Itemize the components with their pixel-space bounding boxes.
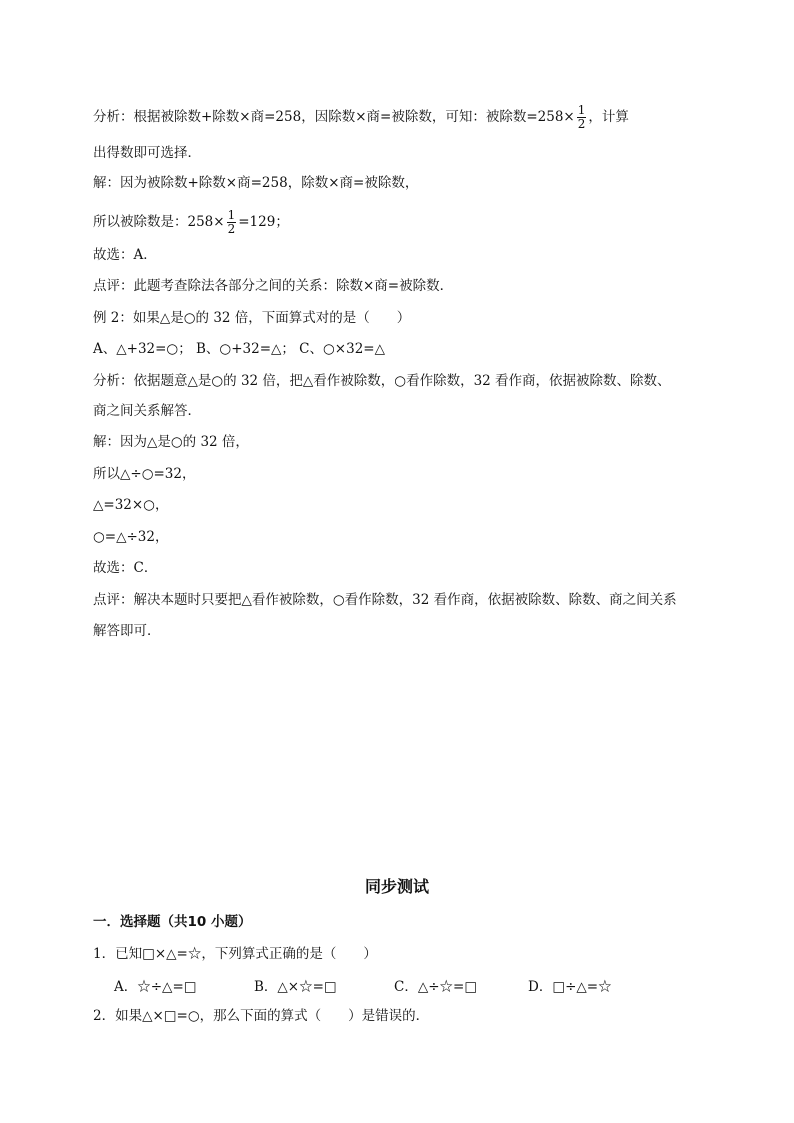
fraction-half (577, 104, 587, 131)
example2-solution-line2: 所以△÷○=32， (93, 466, 196, 482)
section-title: 同步测试 (364, 877, 429, 896)
example2-answer: 故选：C． (93, 560, 158, 576)
analysis1-line2: 出得数即可选择． (93, 145, 201, 161)
fraction-numerator: 1 (577, 103, 586, 117)
analysis1-text-end: ，计算 (588, 109, 629, 125)
example2-question: 例 2：如果△是○的 32 倍，下面算式对的是（ ） (93, 310, 411, 326)
option-d: D．□÷△=☆ (528, 979, 612, 995)
solution1-text: 所以被除数是：258× (93, 214, 225, 230)
example2-analysis-line2: 商之间关系解答． (93, 403, 201, 419)
example2-analysis-line1: 分析：依据题意△是○的 32 倍，把△看作被除数，○看作除数，32 看作商，依据被除数、除数、 (93, 373, 671, 389)
example2-solution-line4: ○=△÷32， (93, 529, 169, 545)
example2-solution-line3: △=32×○， (93, 497, 169, 513)
question-2: 2．如果△×□=○，那么下面的算式（ ）是错误的． (93, 1008, 430, 1024)
solution1-line1: 解：因为被除数+除数×商=258，除数×商=被除数， (93, 175, 419, 191)
fraction-half (227, 209, 237, 236)
solution1-comment: 点评：此题考查除法各部分之间的关系：除数×商=被除数． (93, 278, 454, 294)
example2-comment-line2: 解答即可． (93, 623, 161, 639)
example2-options: A、△+32=○； B、○+32=△； C、○×32=△ (93, 341, 385, 357)
example2-comment-line1: 点评：解决本题时只要把△看作被除数，○看作除数，32 看作商，依据被除数、除数、商之间关系 (93, 592, 677, 608)
solution1-line2 (93, 209, 289, 236)
option-b: B．△×☆=□ (254, 979, 337, 995)
analysis1-text: 分析：根据被除数+除数×商=258，因除数×商=被除数，可知：被除数=258× (93, 109, 575, 125)
solution1-answer: 故选：A． (93, 247, 157, 263)
solution1-text-end: =129； (238, 214, 289, 230)
fraction-denominator: 2 (577, 117, 586, 131)
section-heading: 一．选择题（共10 小题） (93, 914, 252, 930)
analysis1-line1 (93, 104, 629, 131)
option-a: A．☆÷△=□ (114, 979, 197, 995)
option-c: C．△÷☆=□ (394, 979, 478, 995)
fraction-denominator: 2 (227, 222, 236, 236)
example2-solution-line1: 解：因为△是○的 32 倍， (93, 434, 249, 450)
question-1-options (114, 975, 674, 995)
question-1: 1．已知□×△=☆，下列算式正确的是（ ） (93, 946, 377, 962)
fraction-numerator: 1 (227, 208, 236, 222)
